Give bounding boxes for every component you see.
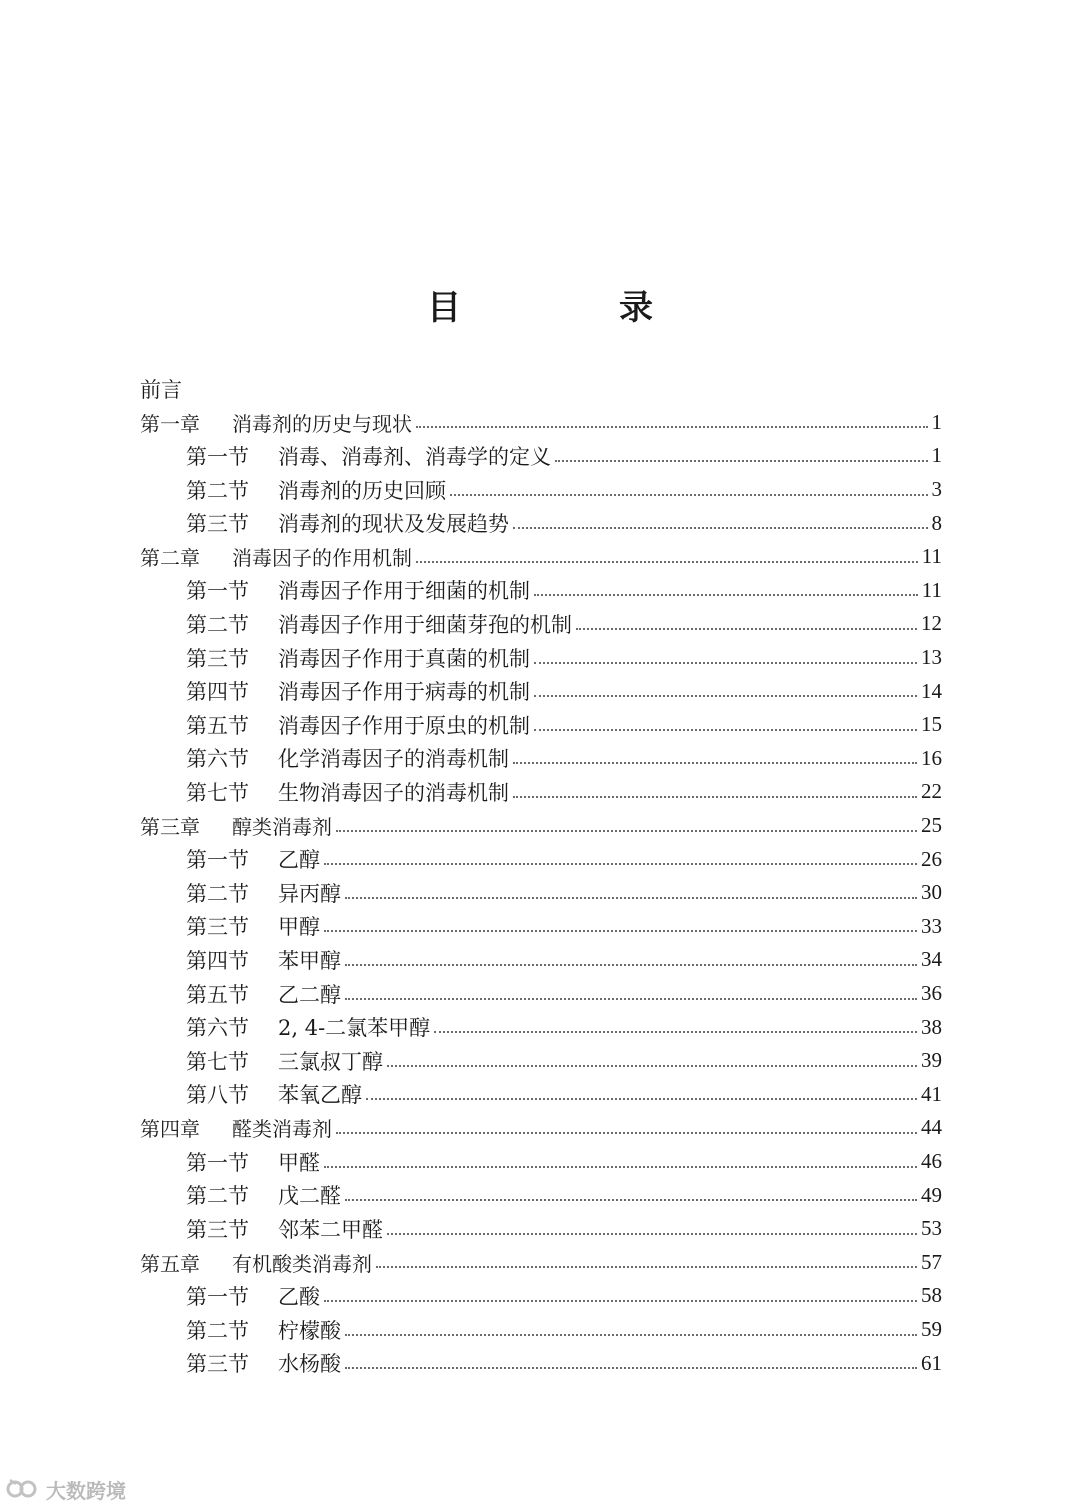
toc-entry-label	[186, 575, 530, 605]
toc-entry-title: 2, 4-二氯苯甲醇	[278, 1016, 431, 1041]
toc-page-number: 1	[931, 443, 942, 468]
toc-section-row[interactable]	[186, 574, 942, 608]
toc-page-number: 34	[921, 947, 942, 972]
toc-entry-label	[186, 1315, 341, 1345]
toc-section-row[interactable]	[186, 1145, 942, 1179]
toc-page-number: 16	[921, 745, 942, 770]
toc-dot-leader	[324, 863, 917, 865]
toc-entry-label	[186, 676, 530, 706]
toc-entry-title: 消毒因子作用于细菌的机制	[278, 579, 530, 604]
toc-entry-label	[186, 979, 341, 1009]
toc-section-row[interactable]	[186, 1212, 942, 1246]
brand-logo-icon	[6, 1476, 40, 1502]
toc-entry-title: 甲醛	[278, 1150, 320, 1175]
toc-entry-label	[186, 1147, 320, 1177]
toc-entry-title: 消毒剂的历史与现状	[232, 411, 412, 436]
toc-entry-title: 乙酸	[278, 1284, 320, 1309]
toc-entry-number: 第六节	[186, 747, 249, 772]
toc-entry-number: 第一章	[140, 411, 200, 436]
toc-section-row[interactable]	[186, 977, 942, 1011]
toc-entry-label	[140, 542, 412, 571]
toc-entry-number: 第七节	[186, 1049, 249, 1074]
toc-page-number: 57	[921, 1249, 942, 1274]
toc-dot-leader	[345, 1199, 917, 1201]
toc-entry-number: 第二节	[186, 1184, 249, 1209]
toc-entry-title: 异丙醇	[278, 881, 341, 906]
toc-entry-title: 乙二醇	[278, 982, 341, 1007]
toc-entry-number: 第一节	[186, 1284, 249, 1309]
toc-dot-leader	[434, 1031, 917, 1033]
toc-entry-title: 甲醇	[278, 915, 320, 940]
toc-chapter-row[interactable]	[140, 809, 942, 843]
toc-dot-leader	[555, 460, 928, 462]
toc-dot-leader	[376, 1266, 917, 1268]
toc-page-number: 53	[921, 1216, 942, 1241]
toc-dot-leader	[345, 964, 917, 966]
toc-entry-number: 第三节	[186, 915, 249, 940]
toc-dot-leader	[513, 527, 928, 529]
toc-dot-leader	[336, 1132, 917, 1134]
toc-dot-leader	[324, 930, 917, 932]
toc-page-number: 8	[931, 510, 942, 535]
toc-entry-title: 有机酸类消毒剂	[232, 1251, 372, 1276]
toc-page-number: 14	[921, 678, 942, 703]
toc-entry-title: 消毒因子作用于病毒的机制	[278, 680, 530, 705]
toc-entry-label	[186, 945, 341, 975]
toc-entry-label	[186, 643, 530, 673]
toc-entry-number: 第五节	[186, 713, 249, 738]
toc-entry-number: 第八节	[186, 1083, 249, 1108]
toc-page-number: 22	[921, 779, 942, 804]
toc-dot-leader	[416, 561, 918, 563]
toc-page-number: 41	[921, 1081, 942, 1106]
toc-dot-leader	[345, 998, 917, 1000]
toc-dot-leader	[534, 695, 917, 697]
toc-entry-title: 戊二醛	[278, 1184, 341, 1209]
toc-page-number: 39	[921, 1048, 942, 1073]
toc-entry-number: 第四章	[140, 1117, 200, 1142]
toc-entry-number: 第三节	[186, 646, 249, 671]
toc-section-row[interactable]	[186, 506, 942, 540]
toc-dot-leader	[450, 494, 928, 496]
toc-entry-title: 柠檬酸	[278, 1318, 341, 1343]
toc-entry-label	[140, 1248, 372, 1277]
toc-entry-title: 三氯叔丁醇	[278, 1049, 383, 1074]
toc-entry-title: 邻苯二甲醛	[278, 1217, 383, 1242]
toc-page-number: 13	[921, 645, 942, 670]
toc-entry-label	[186, 878, 341, 908]
toc-dot-leader	[576, 628, 917, 630]
toc-page-number: 59	[921, 1317, 942, 1342]
toc-dot-leader	[513, 796, 917, 798]
toc-dot-leader	[534, 662, 917, 664]
toc-entry-label	[186, 1281, 320, 1311]
toc-dot-leader	[336, 830, 917, 832]
toc-entry-number: 第三节	[186, 1352, 249, 1377]
toc-section-row[interactable]	[186, 473, 942, 507]
toc-page-number: 12	[921, 611, 942, 636]
toc-dot-leader	[324, 1300, 917, 1302]
toc-page-number: 3	[931, 477, 942, 502]
toc-entry-number: 第二节	[186, 478, 249, 503]
toc-chapter-row[interactable]	[140, 1246, 942, 1280]
toc-entry-title: 醛类消毒剂	[232, 1117, 332, 1142]
toc-dot-leader	[345, 1334, 917, 1336]
toc-entry-label	[140, 1113, 332, 1142]
toc-entry-number: 第二节	[186, 1318, 249, 1343]
toc-section-row[interactable]	[186, 775, 942, 809]
toc-section-row[interactable]	[186, 1078, 942, 1112]
toc-page-number: 25	[921, 813, 942, 838]
toc-entry-label	[186, 475, 446, 505]
toc-section-row[interactable]	[186, 641, 942, 675]
toc-dot-leader	[366, 1098, 917, 1100]
toc-section-row[interactable]	[186, 1044, 942, 1078]
toc-chapter-row[interactable]	[140, 540, 942, 574]
toc-dot-leader	[345, 897, 917, 899]
toc-entry-number: 第三章	[140, 815, 200, 840]
toc-entry-label	[186, 1012, 430, 1042]
toc-section-row[interactable]	[186, 1279, 942, 1313]
toc-entry-title: 消毒因子作用于原虫的机制	[278, 713, 530, 738]
toc-entry-number: 第二节	[186, 881, 249, 906]
toc-entry-label	[186, 710, 530, 740]
toc-entry-number: 第三节	[186, 512, 249, 537]
toc-entry-number: 第一节	[186, 848, 249, 873]
toc-section-row[interactable]	[186, 943, 942, 977]
toc-entry-title: 苯氧乙醇	[278, 1083, 362, 1108]
toc-entry-label	[186, 743, 509, 773]
toc-page-number: 30	[921, 880, 942, 905]
toc-entry-label	[140, 811, 332, 840]
toc-entry-number: 第一节	[186, 579, 249, 604]
toc-entry-title: 消毒剂的历史回顾	[278, 478, 446, 503]
toc-page-number: 33	[921, 913, 942, 938]
toc-page-number: 11	[921, 544, 942, 569]
toc-dot-leader	[324, 1166, 917, 1168]
toc-page-number: 49	[921, 1182, 942, 1207]
toc-page-number: 15	[921, 712, 942, 737]
toc-section-row[interactable]	[186, 742, 942, 776]
toc-entry-label	[186, 609, 572, 639]
page-title: 目 录	[427, 288, 715, 328]
toc-section-row[interactable]	[186, 674, 942, 708]
toc-entry-label	[186, 777, 509, 807]
toc-entry-title: 水杨酸	[278, 1352, 341, 1377]
toc-dot-leader	[534, 729, 917, 731]
toc-page-number: 46	[921, 1149, 942, 1174]
toc-entry-number: 第七节	[186, 780, 249, 805]
toc-preface-label: 前言	[140, 377, 182, 402]
toc-page-number: 1	[931, 409, 942, 434]
toc-page-number: 26	[921, 846, 942, 871]
toc-entry-number: 第五节	[186, 982, 249, 1007]
toc-entry-label	[186, 1214, 383, 1244]
toc-section-row[interactable]	[186, 1178, 942, 1212]
toc-section-row[interactable]	[186, 439, 942, 473]
toc-entry-label	[140, 408, 412, 437]
toc-section-row[interactable]	[186, 708, 942, 742]
toc-entry-number: 第一节	[186, 444, 249, 469]
toc-entry-title: 消毒因子作用于细菌芽孢的机制	[278, 612, 572, 637]
toc-section-row[interactable]	[186, 607, 942, 641]
toc-entry-title: 苯甲醇	[278, 948, 341, 973]
toc-entry-label	[186, 844, 320, 874]
toc-entry-title: 乙醇	[278, 848, 320, 873]
toc-entry-number: 第一节	[186, 1150, 249, 1175]
watermark-text: 大数跨境	[46, 1478, 126, 1503]
toc-entry-label	[186, 1079, 362, 1109]
toc-dot-leader	[387, 1233, 917, 1235]
toc-entry-number: 第四节	[186, 680, 249, 705]
watermark	[6, 1474, 126, 1504]
toc-preface[interactable]	[140, 372, 340, 406]
toc-section-row[interactable]	[186, 1010, 942, 1044]
toc-entry-title: 消毒、消毒剂、消毒学的定义	[278, 444, 551, 469]
toc-entry-title: 消毒因子作用于真菌的机制	[278, 646, 530, 671]
toc-section-row[interactable]	[186, 1346, 942, 1380]
toc-chapter-row[interactable]	[140, 1111, 942, 1145]
toc-entry-number: 第五章	[140, 1251, 200, 1276]
toc-page-number: 36	[921, 981, 942, 1006]
toc-page-number: 44	[921, 1115, 942, 1140]
toc-entry-label	[186, 911, 320, 941]
toc-entry-number: 第六节	[186, 1016, 249, 1041]
toc-section-row[interactable]	[186, 842, 942, 876]
toc-section-row[interactable]	[186, 910, 942, 944]
toc-dot-leader	[534, 594, 918, 596]
toc-page-number: 58	[921, 1283, 942, 1308]
toc-chapter-row[interactable]	[140, 406, 942, 440]
toc-entry-label	[186, 1348, 341, 1378]
toc-dot-leader	[387, 1065, 917, 1067]
toc-section-row[interactable]	[186, 876, 942, 910]
toc-entry-number: 第二章	[140, 546, 200, 571]
toc-section-row[interactable]	[186, 1313, 942, 1347]
toc-page-number: 11	[921, 577, 942, 602]
toc-entry-title: 消毒因子的作用机制	[232, 546, 412, 571]
toc-dot-leader	[416, 426, 928, 428]
toc-entry-label	[186, 508, 509, 538]
toc-entry-label	[186, 1046, 383, 1076]
toc-entry-title: 醇类消毒剂	[232, 815, 332, 840]
toc-dot-leader	[345, 1367, 917, 1369]
toc-entry-number: 第二节	[186, 612, 249, 637]
toc-entry-label	[186, 1180, 341, 1210]
toc-page-number: 61	[921, 1350, 942, 1375]
toc-entry-title: 生物消毒因子的消毒机制	[278, 780, 509, 805]
toc-entry-number: 第三节	[186, 1217, 249, 1242]
toc-entry-number: 第四节	[186, 948, 249, 973]
toc-page-number: 38	[921, 1014, 942, 1039]
toc-entry-label	[186, 441, 551, 471]
toc-dot-leader	[513, 762, 917, 764]
toc-entry-title: 消毒剂的现状及发展趋势	[278, 512, 509, 537]
toc-entry-title: 化学消毒因子的消毒机制	[278, 747, 509, 772]
